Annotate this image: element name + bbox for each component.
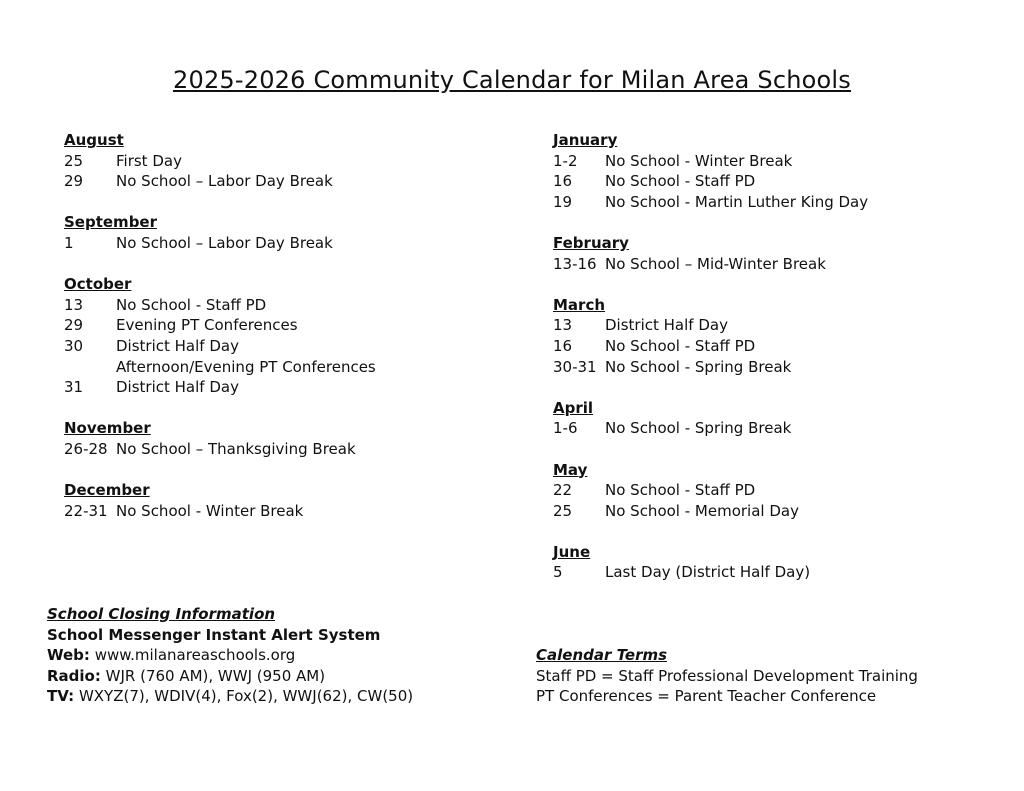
tv-value: WXYZ(7), WDIV(4), Fox(2), WWJ(62), CW(50) (78, 687, 414, 706)
entry-event: No School - Martin Luther King Day (605, 192, 869, 211)
calendar-entry (64, 151, 504, 172)
entry-date: 22-31 (64, 501, 108, 520)
calendar-entry (553, 151, 993, 172)
month-june (553, 542, 993, 583)
tv-label: TV: (47, 687, 75, 706)
calendar-entry (64, 315, 504, 336)
month-august (64, 130, 504, 192)
month-name: November (64, 419, 151, 438)
calendar-entry (553, 315, 993, 336)
entry-date: 29 (64, 316, 84, 335)
entry-event: Evening PT Conferences (116, 316, 298, 335)
web-value: www.milanareaschools.org (94, 646, 296, 665)
month-name: February (553, 233, 629, 252)
month-november (64, 418, 504, 459)
entry-date: 26-28 (64, 439, 108, 458)
calendar-entry (64, 336, 504, 357)
month-october (64, 274, 504, 398)
month-december (64, 480, 504, 521)
terms-heading: Calendar Terms (536, 646, 668, 664)
school-closing-info (47, 604, 413, 707)
entry-event: No School – Thanksgiving Break (116, 439, 356, 458)
calendar-entry (64, 501, 504, 522)
radio-value: WJR (760 AM), WWJ (950 AM) (105, 666, 326, 685)
entry-date: 13-16 (553, 254, 597, 273)
entry-date: 13 (553, 316, 573, 335)
web-line (47, 645, 413, 666)
calendar-entry (64, 295, 504, 316)
entry-date: 16 (553, 336, 573, 355)
calendar-entry (64, 377, 504, 398)
month-name: October (64, 275, 132, 294)
entry-date: 30-31 (553, 357, 597, 376)
page-title: 2025-2026 Community Calendar for Milan Area Schools (173, 66, 851, 94)
calendar-entry (553, 336, 993, 357)
radio-line (47, 666, 413, 687)
month-may (553, 460, 993, 522)
calendar-entry (553, 480, 993, 501)
alert-system-name: School Messenger Instant Alert System (47, 625, 381, 644)
closing-heading: School Closing Information (47, 605, 276, 623)
month-february (553, 233, 993, 274)
entry-event: District Half Day (116, 336, 239, 355)
month-name: December (64, 481, 150, 500)
month-september (64, 212, 504, 253)
month-name: September (64, 213, 157, 232)
calendar-entry (64, 171, 504, 192)
entry-event: No School - Spring Break (605, 419, 792, 438)
entry-event: No School – Labor Day Break (116, 172, 333, 191)
entry-date: 25 (553, 501, 573, 520)
tv-line (47, 686, 413, 707)
entry-event: No School - Staff PD (116, 295, 267, 314)
calendar-left-column (64, 130, 504, 542)
entry-event: Last Day (District Half Day) (605, 563, 811, 582)
entry-date: 22 (553, 481, 573, 500)
radio-label: Radio: (47, 666, 101, 685)
month-name: March (553, 295, 606, 314)
entry-event: No School – Mid-Winter Break (605, 254, 826, 273)
calendar-entry (553, 418, 993, 439)
month-name: May (553, 460, 588, 479)
calendar-entry (553, 192, 993, 213)
entry-event: No School - Winter Break (116, 501, 304, 520)
entry-event: District Half Day (605, 316, 728, 335)
entry-date: 25 (64, 151, 84, 170)
month-name: June (553, 542, 591, 561)
entry-event: No School - Spring Break (605, 357, 792, 376)
entry-date: 1-6 (553, 419, 578, 438)
month-january (553, 130, 993, 212)
entry-date (64, 357, 116, 378)
month-april (553, 398, 993, 439)
calendar-right-column (553, 130, 993, 604)
entry-date: 1 (64, 233, 74, 252)
entry-event: No School - Staff PD (605, 336, 756, 355)
entry-event: No School - Staff PD (605, 481, 756, 500)
entry-date: 29 (64, 172, 84, 191)
term-definition: PT Conferences = Parent Teacher Conference (536, 687, 877, 706)
entry-event: No School – Labor Day Break (116, 233, 333, 252)
term-definition: Staff PD = Staff Professional Development Training (536, 666, 918, 685)
entry-date: 1-2 (553, 151, 578, 170)
calendar-entry (553, 254, 993, 275)
calendar-entry (553, 171, 993, 192)
calendar-entry (64, 233, 504, 254)
entry-date: 30 (64, 336, 84, 355)
entry-event: No School - Staff PD (605, 172, 756, 191)
entry-event: No School - Memorial Day (605, 501, 799, 520)
calendar-entry (553, 357, 993, 378)
entry-event: District Half Day (116, 378, 239, 397)
calendar-entry (553, 562, 993, 583)
calendar-terms (536, 645, 918, 707)
entry-event: Afternoon/Evening PT Conferences (116, 357, 376, 376)
entry-event: No School - Winter Break (605, 151, 793, 170)
month-name: January (553, 131, 618, 149)
month-name: August (64, 131, 124, 149)
calendar-entry (64, 439, 504, 460)
entry-date: 13 (64, 295, 84, 314)
entry-date: 19 (553, 192, 573, 211)
month-name: April (553, 398, 594, 417)
month-march (553, 295, 993, 377)
entry-event: First Day (116, 151, 182, 170)
calendar-entry (64, 357, 504, 378)
calendar-entry (553, 501, 993, 522)
entry-date: 5 (553, 563, 563, 582)
web-label: Web: (47, 646, 90, 665)
entry-date: 31 (64, 378, 84, 397)
entry-date: 16 (553, 172, 573, 191)
